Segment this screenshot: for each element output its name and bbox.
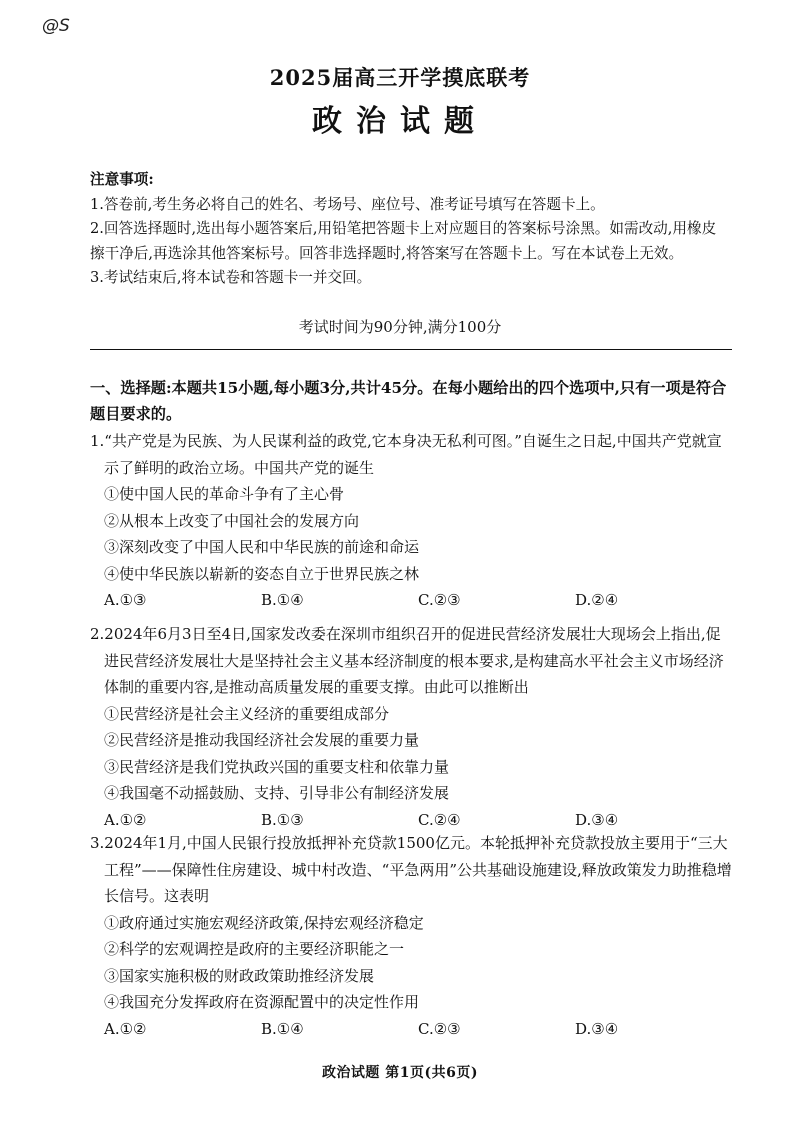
exam-subtitle: 2025届高三开学摸底联考: [269, 65, 531, 90]
choice-d: D.③④: [575, 1019, 619, 1038]
section-heading: 一、选择题:本题共15小题,每小题3分,共计45分。在每小题给出的四个选项中,只有一项是符合题目要求的。: [90, 379, 727, 423]
statement-option: ②科学的宏观调控是政府的主要经济职能之一: [104, 940, 405, 958]
statement-option: ②从根本上改变了中国社会的发展方向: [104, 511, 360, 530]
question-1: [90, 428, 732, 614]
choice-a: A.①②: [104, 810, 147, 829]
statement-option: ③深刻改变了中国人民和中华民族的前途和命运: [104, 538, 420, 556]
statement-option: ①政府通过实施宏观经济政策,保持宏观经济稳定: [104, 913, 424, 932]
choice-a: A.①③: [104, 591, 147, 609]
choice-b: B.①③: [261, 810, 304, 829]
choice-d: D.②④: [575, 591, 619, 609]
choice-a: A.①②: [104, 1019, 147, 1038]
exam-title: 政治试题: [312, 104, 488, 139]
corner-mark: @S: [42, 16, 70, 36]
choice-c: C.②③: [418, 591, 461, 609]
notes-block: [90, 168, 730, 291]
statement-option: ④我国充分发挥政府在资源配置中的决定性作用: [104, 993, 420, 1011]
statement-option: ④使中华民族以崭新的姿态自立于世界民族之林: [104, 564, 420, 583]
statement-option: ③民营经济是我们党执政兴国的重要支柱和依靠力量: [104, 757, 450, 776]
question-3: [90, 830, 732, 1042]
statement-option: ①民营经济是社会主义经济的重要组成部分: [104, 704, 390, 723]
choice-b: B.①④: [261, 591, 304, 609]
answer-choices: [90, 587, 732, 614]
answer-choices: [90, 1016, 732, 1043]
question-2: [90, 621, 732, 833]
question-stem: 1.“共产党是为民族、为人民谋利益的政党,它本身决无私利可图。”自诞生之日起,中国共产党就宣示了鲜明的政治立场。中国共产党的诞生: [90, 432, 722, 477]
choice-b: B.①④: [261, 1019, 304, 1038]
choice-c: C.②③: [418, 1019, 461, 1038]
page-footer: 政治试题 第1页(共6页): [321, 1065, 479, 1081]
choice-d: D.③④: [575, 810, 619, 829]
choice-c: C.②④: [418, 810, 461, 829]
statement-option: ④我国毫不动摇鼓励、支持、引导非公有制经济发展: [104, 784, 450, 802]
notes-item: 3.考试结束后,将本试卷和答题卡一并交回。: [90, 269, 372, 286]
notes-item: 1.答卷前,考生务必将自己的姓名、考场号、座位号、准考证号填写在答题卡上。: [90, 195, 605, 213]
exam-info: 考试时间为90分钟,满分100分: [298, 318, 502, 336]
statement-option: ③国家实施积极的财政政策助推经济发展: [104, 966, 375, 985]
statement-option: ①使中国人民的革命斗争有了主心骨: [104, 485, 345, 503]
statement-option: ②民营经济是推动我国经济社会发展的重要力量: [104, 731, 420, 749]
question-stem: 3.2024年1月,中国人民银行投放抵押补充贷款1500亿元。本轮抵押补充贷款投放主要用于“三大工程”——保障性住房建设、城中村改造、“平急两用”公共基础设施建设,释放政策发力助推稳增长信号。这表明: [90, 834, 732, 905]
notes-heading: 注意事项:: [90, 171, 154, 188]
question-stem: 2.2024年6月3日至4日,国家发改委在深圳市组织召开的促进民营经济发展壮大现场会上指出,促进民营经济发展壮大是坚持社会主义基本经济制度的根本要求,是构建高水平社会主义市场经济体制的重要内容,是推动高质量发展的重要支撑。由此可以推断出: [90, 625, 724, 696]
notes-item: 2.回答选择题时,选出每小题答案后,用铅笔把答题卡上对应题目的答案标号涂黑。如需改动,用橡皮擦干净后,再选涂其他答案标号。回答非选择题时,将答案写在答题卡上。写在本试卷上无效。: [90, 220, 717, 262]
divider-rule: [90, 349, 732, 350]
